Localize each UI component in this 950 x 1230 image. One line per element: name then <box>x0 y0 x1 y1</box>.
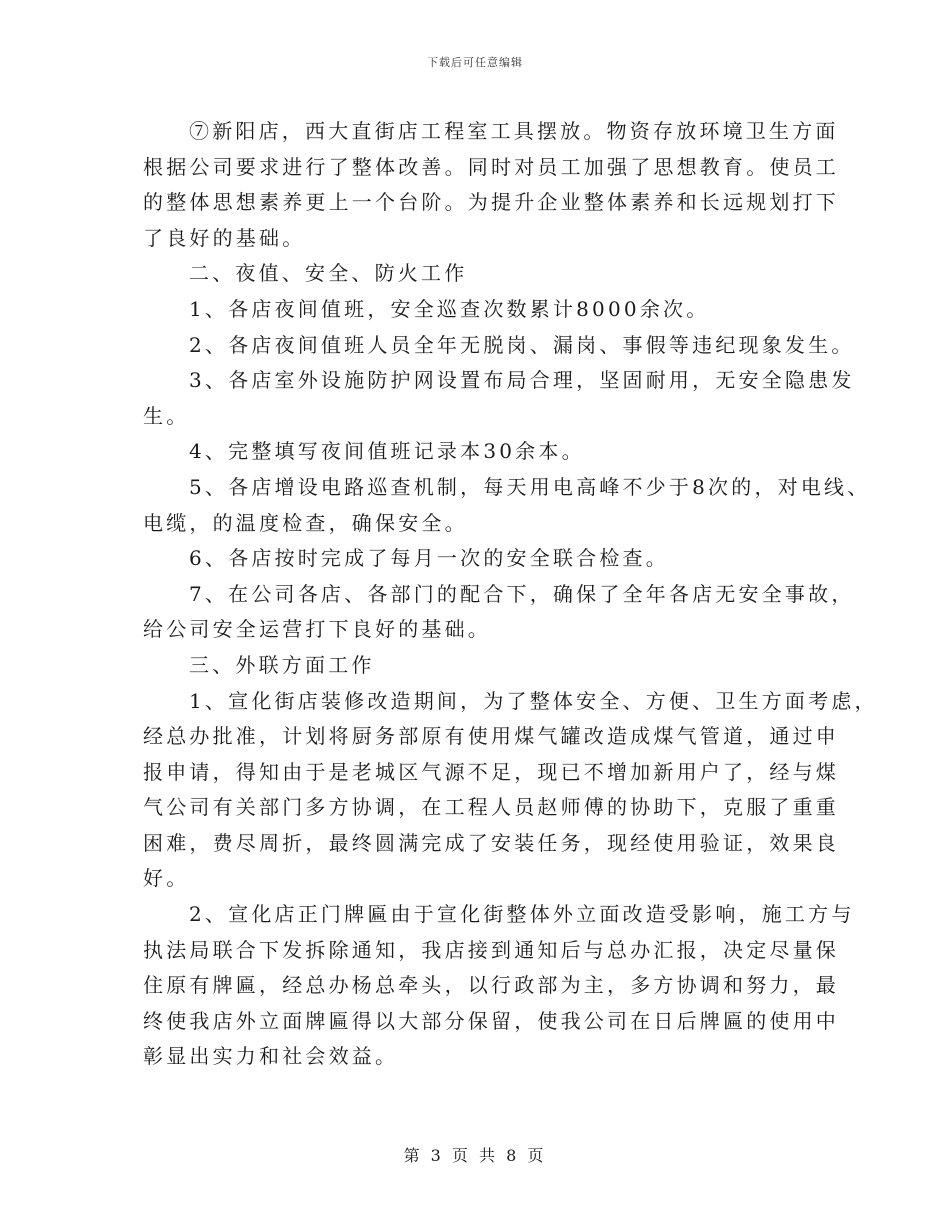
text-line: ⑦新阳店，西大直街店工程室工具摆放。物资存放环境卫生方面 <box>189 119 839 143</box>
text-line: 困难，费尽周折，最终圆满完成了安装任务，现经使用验证，效果良 <box>143 830 839 855</box>
text-line: 执法局联合下发拆除通知，我店接到通知后与总办汇报，决定尽量保 <box>143 937 839 962</box>
text-line: 气公司有关部门多方协调，在工程人员赵师傅的协助下，克服了重重 <box>143 795 839 820</box>
document-body <box>143 114 878 1075</box>
text-line: 1、宣化街店装修改造期间，为了整体安全、方便、卫生方面考虑， <box>189 688 878 713</box>
text-line: 2、各店夜间值班人员全年无脱岗、漏岗、事假等违纪现象发生。 <box>189 332 855 357</box>
text-line: 给公司安全运营打下良好的基础。 <box>143 617 491 642</box>
text-line: 5、各店增设电路巡查机制，每天用电高峰不少于8次的，对电线、 <box>189 474 871 499</box>
header-note: 下载后可任意编辑 <box>427 56 523 69</box>
text-line: 根据公司要求进行了整体改善。同时对员工加强了思想教育。使员工 <box>143 154 839 179</box>
text-line: 6、各店按时完成了每月一次的安全联合检查。 <box>189 546 669 571</box>
text-line: 经总办批准，计划将厨务部原有使用煤气罐改造成煤气管道，通过申 <box>143 724 839 749</box>
text-line: 报申请，得知由于是老城区气源不足，现已不增加新用户了，经与煤 <box>143 759 839 784</box>
text-line: 7、在公司各店、各部门的配合下，确保了全年各店无安全事故， <box>189 581 855 606</box>
text-line: 了良好的基础。 <box>143 225 306 250</box>
text-line: 终使我店外立面牌匾得以大部分保留，使我公司在日后牌匾的使用中 <box>143 1008 839 1033</box>
text-line: 三、外联方面工作 <box>189 652 375 677</box>
text-line: 彰显出实力和社会效益。 <box>143 1044 399 1069</box>
text-line: 3、各店室外设施防护网设置布局合理，坚固耐用，无安全隐患发 <box>189 368 855 393</box>
text-line: 二、夜值、安全、防火工作 <box>189 261 468 286</box>
text-line: 好。 <box>143 866 190 891</box>
page-number: 第 3 页 共 8 页 <box>403 1146 547 1165</box>
text-line: 1、各店夜间值班，安全巡查次数累计8000余次。 <box>189 296 710 321</box>
text-line: 的整体思想素养更上一个台阶。为提升企业整体素养和长远规划打下 <box>143 190 839 215</box>
text-line: 2、宣化店正门牌匾由于宣化街整体外立面改造受影响，施工方与 <box>189 902 855 927</box>
text-line: 4、完整填写夜间值班记录本30余本。 <box>189 439 585 464</box>
text-line: 生。 <box>143 403 190 428</box>
text-line: 电缆，的温度检查，确保安全。 <box>143 510 468 535</box>
text-line: 住原有牌匾，经总办杨总牵头，以行政部为主，多方协调和努力，最 <box>143 973 839 998</box>
